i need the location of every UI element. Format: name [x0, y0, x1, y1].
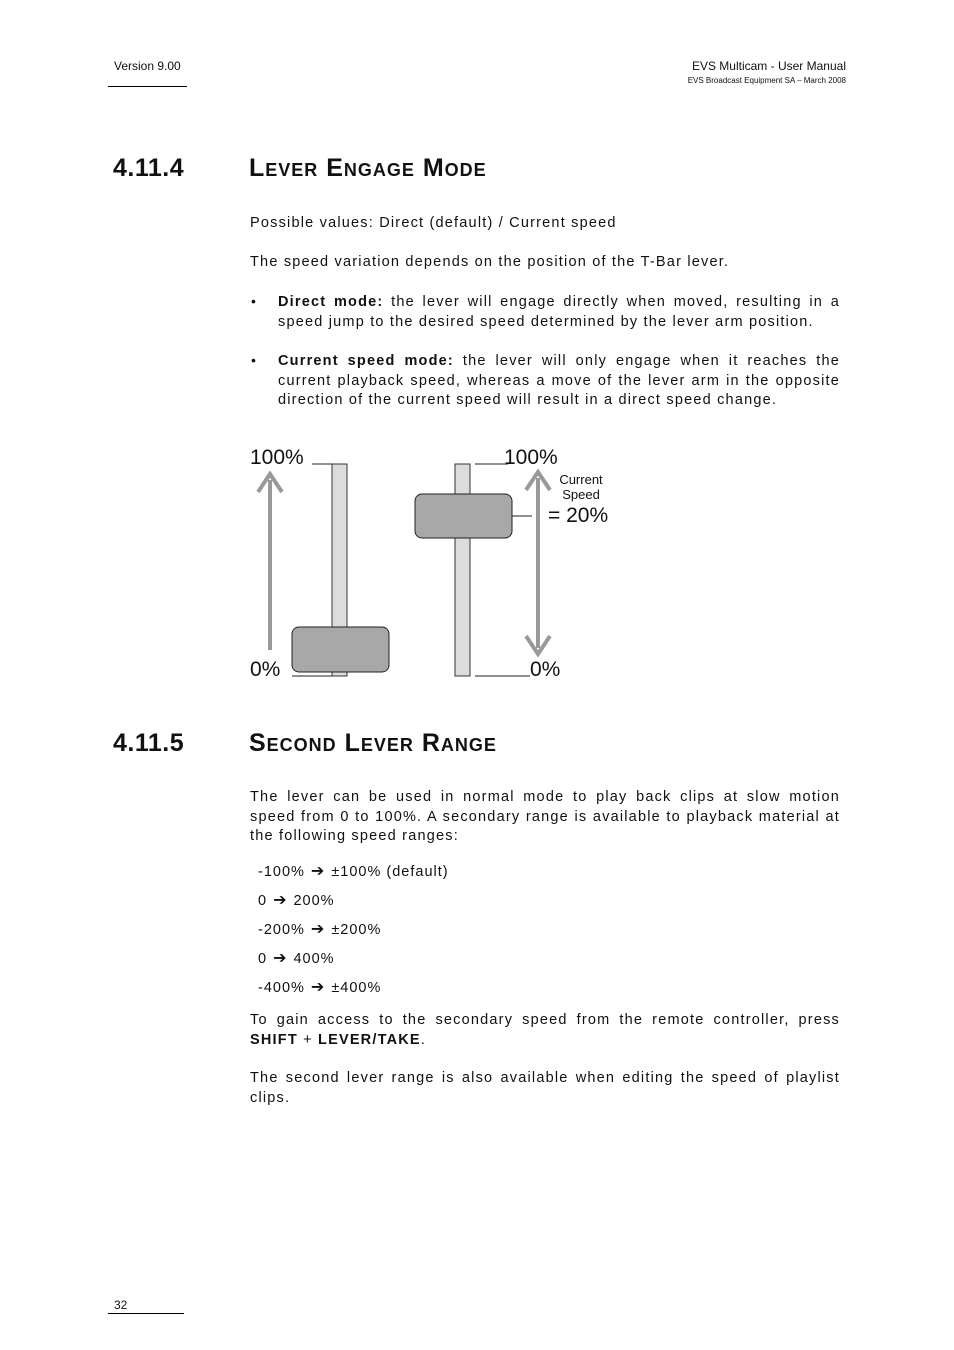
section-title: Second Lever Range [249, 729, 497, 757]
section-number: 4.11.4 [113, 154, 185, 182]
range-item [258, 948, 335, 968]
speed-variation-text: The speed variation depends on the position of the T-Bar lever. [250, 254, 730, 270]
header-rule [108, 86, 187, 87]
footer-rule [108, 1313, 184, 1314]
section-title: Lever Engage Mode [249, 154, 487, 182]
bullet-body: the lever will engage directly when moved, resulting in a speed jump to the desired speed determined by the lever arm position. [278, 294, 840, 330]
section-number: 4.11.5 [113, 729, 185, 757]
right-lever-handle [415, 494, 512, 538]
range-from: -100% [258, 864, 305, 880]
right-arrow-icon: ➔ [273, 950, 288, 967]
range-to: ±100% (default) [331, 864, 449, 880]
bullet-label: Direct mode: [278, 294, 384, 310]
manual-title: EVS Multicam - User Manual [691, 59, 846, 73]
secondary-access-text [250, 1011, 840, 1050]
range-item [258, 977, 381, 997]
playlist-clips-text: The second lever range is also available when editing the speed of playlist clips. [250, 1070, 840, 1106]
range-from: -200% [258, 922, 305, 938]
sentence-end: . [420, 1031, 427, 1048]
range-to: ±200% [331, 922, 382, 938]
shift-key: SHIFT [250, 1031, 298, 1048]
right-arrow-icon: ➔ [310, 921, 326, 938]
left-bottom-label: 0% [250, 658, 281, 681]
right-bottom-label: 0% [530, 658, 561, 681]
left-lever-handle [292, 627, 389, 672]
range-to: ±400% [331, 980, 382, 996]
right-top-label: 100% [504, 446, 558, 469]
right-arrow-icon: ➔ [310, 863, 326, 880]
lever-take-key: LEVER/TAKE [318, 1031, 421, 1048]
access-text: To gain access to the secondary speed from the remote controller, press [250, 1012, 840, 1028]
manual-subtitle: EVS Broadcast Equipment SA – March 2008 [687, 76, 846, 85]
right-arrow-icon: ➔ [273, 892, 288, 909]
lever-diagram [240, 440, 640, 690]
current-speed-bullet [278, 352, 840, 411]
current-speed-label [550, 472, 612, 502]
range-from: -400% [258, 980, 305, 996]
range-from: 0 [258, 893, 268, 909]
range-to: 400% [293, 951, 335, 967]
lever-normal-mode-text: The lever can be used in normal mode to play back clips at slow motion speed from 0 to 100%. A secondary range is available to playback material at the following speed ranges: [250, 789, 840, 844]
current-speed-value: = 20% [548, 504, 609, 527]
range-item [258, 861, 449, 881]
range-to: 200% [293, 893, 335, 909]
direct-mode-bullet [278, 293, 840, 332]
possible-values-text: Possible values: Direct (default) / Current speed [250, 215, 617, 231]
bullet-label: Current speed mode: [278, 353, 454, 369]
bullet-marker: • [251, 352, 256, 368]
current-label-line: Current [559, 472, 603, 487]
bullet-marker: • [251, 293, 256, 309]
bullet-body: the lever will only engage when it reaches the current playback speed, whereas a move of the lever arm in the opposite direction of the current speed will result in a direct speed change. [278, 353, 840, 408]
plus-sign: + [297, 1031, 319, 1048]
version-label: Version 9.00 [114, 59, 181, 73]
range-from: 0 [258, 951, 268, 967]
left-top-label: 100% [250, 446, 304, 469]
speed-label-line: Speed [562, 487, 600, 502]
right-arrow-icon: ➔ [310, 979, 326, 996]
page-number: 32 [114, 1298, 128, 1312]
range-item [258, 919, 381, 939]
range-item [258, 890, 335, 910]
